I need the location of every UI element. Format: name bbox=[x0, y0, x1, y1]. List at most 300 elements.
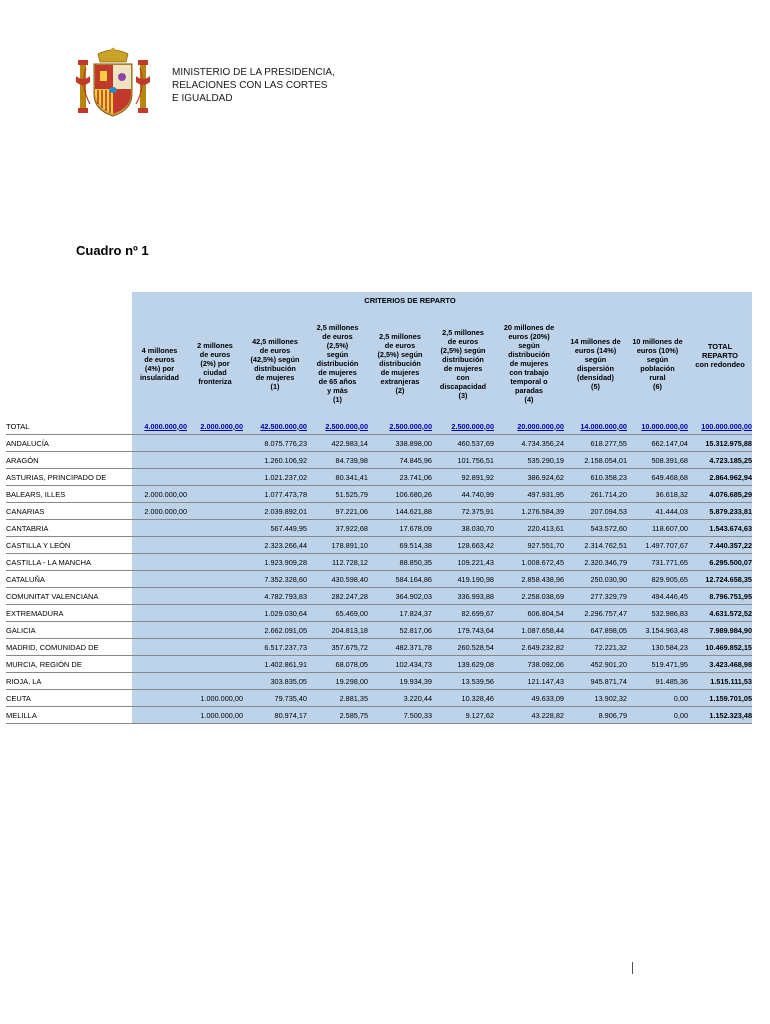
criteria-value-cell bbox=[187, 656, 243, 673]
total-reparto-header bbox=[688, 292, 752, 418]
column-header-line: de euros bbox=[322, 332, 353, 341]
table-row bbox=[6, 571, 752, 588]
column-header-line: (5) bbox=[591, 381, 600, 391]
ministry-line-1: MINISTERIO DE LA PRESIDENCIA, bbox=[172, 67, 335, 78]
criteria-value-cell bbox=[187, 452, 243, 469]
column-header-line: según bbox=[584, 354, 607, 364]
region-name: CEUTA bbox=[6, 690, 132, 707]
column-header-line: 2,5 millones bbox=[316, 323, 359, 332]
total-reparto-cell: 4.631.572,52 bbox=[688, 605, 752, 622]
criteria-value-cell: 1.021.237,02 bbox=[243, 469, 307, 486]
criteria-value-cell: 4.734.356,24 bbox=[494, 435, 564, 452]
criteria-value-cell bbox=[132, 571, 187, 588]
criteria-value-cell bbox=[132, 469, 187, 486]
criteria-value-cell: 2.881,35 bbox=[307, 690, 368, 707]
criteria-value-cell: 2.314.762,51 bbox=[564, 537, 627, 554]
criteria-value-cell: 1.077.473,78 bbox=[243, 486, 307, 503]
region-name: ANDALUCÍA bbox=[6, 435, 132, 452]
criteria-value-cell: 10.328,46 bbox=[432, 690, 494, 707]
table-row bbox=[6, 520, 752, 537]
column-header-line: 4 millones bbox=[141, 345, 178, 355]
column-header-line: (3) bbox=[458, 390, 468, 400]
table-row bbox=[6, 622, 752, 639]
column-header-line: de mujeres bbox=[255, 372, 295, 382]
table-row bbox=[6, 537, 752, 554]
criteria-value-cell: 494.446,45 bbox=[627, 588, 688, 605]
total-header-line: REPARTO bbox=[702, 350, 738, 360]
column-header-line: (2,5%) bbox=[326, 341, 349, 350]
criteria-value-cell bbox=[187, 673, 243, 690]
total-reparto-cell: 1.543.674,63 bbox=[688, 520, 752, 537]
column-header-line: distribución bbox=[379, 359, 421, 368]
column-header-line: distribución bbox=[442, 354, 484, 364]
table-row bbox=[6, 673, 752, 690]
total-reparto-cell: 6.295.500,07 bbox=[688, 554, 752, 571]
total-reparto-cell: 4.076.685,29 bbox=[688, 486, 752, 503]
criteria-value-cell: 1.000.000,00 bbox=[187, 707, 243, 724]
criteria-value-cell: 1.260.106,92 bbox=[243, 452, 307, 469]
criteria-value-cell: 2.323.266,44 bbox=[243, 537, 307, 554]
criteria-value-cell: 14.000.000,00 bbox=[564, 418, 627, 435]
criteria-value-cell: 250.030,90 bbox=[564, 571, 627, 588]
criteria-column-header bbox=[243, 309, 307, 418]
region-name: EXTREMADURA bbox=[6, 605, 132, 622]
criteria-value-cell: 19.934,39 bbox=[368, 673, 432, 690]
table-row bbox=[6, 690, 752, 707]
criteria-value-cell: 52.817,06 bbox=[368, 622, 432, 639]
criteria-value-cell: 130.584,23 bbox=[627, 639, 688, 656]
criteria-value-cell: 220.413,61 bbox=[494, 520, 564, 537]
criteria-value-cell: 72.221,32 bbox=[564, 639, 627, 656]
table-row bbox=[6, 639, 752, 656]
criteria-value-cell bbox=[132, 707, 187, 724]
table-row bbox=[6, 588, 752, 605]
column-header-line: 2 millones bbox=[197, 341, 233, 350]
column-header-line: euros (20%) bbox=[508, 332, 550, 341]
criteria-value-cell: 121.147,43 bbox=[494, 673, 564, 690]
criteria-value-cell: 7.352.328,60 bbox=[243, 571, 307, 588]
region-name: BALEARS, ILLES bbox=[6, 486, 132, 503]
ministry-header bbox=[172, 66, 335, 105]
criteria-value-cell: 482.371,78 bbox=[368, 639, 432, 656]
column-header-line: temporal o bbox=[510, 377, 548, 386]
column-header-line: 2,5 millones bbox=[442, 327, 484, 337]
column-header-line: (6) bbox=[653, 381, 662, 391]
criteria-value-cell: 68.078,05 bbox=[307, 656, 368, 673]
region-name: GALICIA bbox=[6, 622, 132, 639]
criteria-value-cell bbox=[187, 571, 243, 588]
criteria-value-cell: 2.500.000,00 bbox=[432, 418, 494, 435]
criteria-value-cell bbox=[187, 639, 243, 656]
column-header-line: euros (10%) bbox=[636, 345, 679, 355]
criteria-value-cell: 19.298,00 bbox=[307, 673, 368, 690]
criteria-value-cell: 1.402.861,91 bbox=[243, 656, 307, 673]
criteria-value-cell: 204.813,18 bbox=[307, 622, 368, 639]
total-reparto-cell: 5.879.233,81 bbox=[688, 503, 752, 520]
criteria-value-cell: 606.804,54 bbox=[494, 605, 564, 622]
criteria-value-cell: 1.087.658,44 bbox=[494, 622, 564, 639]
criteria-value-cell bbox=[187, 588, 243, 605]
region-name: MURCIA, REGIÓN DE bbox=[6, 656, 132, 673]
criteria-value-cell: 336.993,88 bbox=[432, 588, 494, 605]
column-header-line: (densidad) bbox=[577, 372, 614, 382]
column-header-line: según bbox=[518, 341, 540, 350]
criteria-value-cell: 101.756,51 bbox=[432, 452, 494, 469]
criteria-value-cell: 13.539,56 bbox=[432, 673, 494, 690]
criteria-value-cell bbox=[187, 503, 243, 520]
criteria-value-cell: 65.469,00 bbox=[307, 605, 368, 622]
column-header-line: de euros bbox=[447, 336, 479, 346]
criteria-value-cell: 303.835,05 bbox=[243, 673, 307, 690]
column-header-line: (4) bbox=[524, 395, 534, 404]
criteria-value-cell: 419.190,98 bbox=[432, 571, 494, 588]
criteria-value-cell bbox=[132, 605, 187, 622]
criteria-value-cell: 80.974,17 bbox=[243, 707, 307, 724]
column-header-line: con trabajo bbox=[509, 368, 549, 377]
criteria-value-cell: 2.320.346,79 bbox=[564, 554, 627, 571]
header-corner bbox=[6, 292, 132, 309]
criteria-value-cell: 277.329,79 bbox=[564, 588, 627, 605]
region-name: COMUNITAT VALENCIANA bbox=[6, 588, 132, 605]
criteria-value-cell: 0,00 bbox=[627, 690, 688, 707]
criteria-value-cell: 945.871,74 bbox=[564, 673, 627, 690]
total-row bbox=[6, 418, 752, 435]
criteria-column-header bbox=[307, 309, 368, 418]
criteria-value-cell: 662.147,04 bbox=[627, 435, 688, 452]
column-header-line: 14 millones de bbox=[570, 336, 621, 346]
column-header-line: (1) bbox=[270, 381, 280, 391]
criteria-value-cell: 497.931,95 bbox=[494, 486, 564, 503]
criteria-value-cell: 74.845,96 bbox=[368, 452, 432, 469]
criteria-value-cell: 3.220,44 bbox=[368, 690, 432, 707]
criteria-value-cell: 44.740,99 bbox=[432, 486, 494, 503]
table-row bbox=[6, 435, 752, 452]
criteria-value-cell: 282.247,28 bbox=[307, 588, 368, 605]
region-name: CANTABRIA bbox=[6, 520, 132, 537]
criteria-value-cell: 460.537,69 bbox=[432, 435, 494, 452]
criteria-value-cell: 38.030,70 bbox=[432, 520, 494, 537]
total-reparto-cell: 15.312.975,88 bbox=[688, 435, 752, 452]
criteria-value-cell: 618.277,55 bbox=[564, 435, 627, 452]
region-name: CANARIAS bbox=[6, 503, 132, 520]
criteria-value-cell: 42.500.000,00 bbox=[243, 418, 307, 435]
criteria-value-cell: 72.375,91 bbox=[432, 503, 494, 520]
criteria-column-header bbox=[564, 309, 627, 418]
criteria-value-cell: 82.699,67 bbox=[432, 605, 494, 622]
criteria-value-cell: 1.276.584,39 bbox=[494, 503, 564, 520]
reparto-table bbox=[6, 292, 752, 724]
table-row bbox=[6, 707, 752, 724]
criteria-value-cell: 2.000.000,00 bbox=[132, 503, 187, 520]
criteria-value-cell: 36.618,32 bbox=[627, 486, 688, 503]
criteria-value-cell: 128.663,42 bbox=[432, 537, 494, 554]
criteria-value-cell: 49.633,09 bbox=[494, 690, 564, 707]
total-reparto-cell: 7.440.357,22 bbox=[688, 537, 752, 554]
criteria-value-cell: 6.517.237,73 bbox=[243, 639, 307, 656]
total-reparto-cell: 10.469.852,15 bbox=[688, 639, 752, 656]
region-name: MELILLA bbox=[6, 707, 132, 724]
criteria-value-cell: 179.743,64 bbox=[432, 622, 494, 639]
criteria-value-cell: 88.850,35 bbox=[368, 554, 432, 571]
total-header-line: con redondeo bbox=[695, 359, 745, 369]
criteria-value-cell: 97.221,06 bbox=[307, 503, 368, 520]
column-header-line: ciudad bbox=[203, 368, 227, 377]
criteria-value-cell: 4.782.793,83 bbox=[243, 588, 307, 605]
column-header-line: (2) bbox=[395, 386, 405, 395]
criteria-value-cell: 79.735,40 bbox=[243, 690, 307, 707]
criteria-value-cell: 422.983,14 bbox=[307, 435, 368, 452]
criteria-value-cell: 2.039.892,01 bbox=[243, 503, 307, 520]
region-name: CASTILLA Y LEÓN bbox=[6, 537, 132, 554]
table-row bbox=[6, 605, 752, 622]
criteria-value-cell: 508.391,68 bbox=[627, 452, 688, 469]
column-header-line: distribución bbox=[508, 350, 550, 359]
column-header-line: de mujeres bbox=[318, 368, 357, 377]
criteria-value-cell: 647.898,05 bbox=[564, 622, 627, 639]
criteria-value-cell: 1.008.672,45 bbox=[494, 554, 564, 571]
column-header-line: de mujeres bbox=[509, 359, 549, 368]
criteria-value-cell: 430.598,40 bbox=[307, 571, 368, 588]
criteria-value-cell: 139.629,08 bbox=[432, 656, 494, 673]
total-reparto-cell: 2.864.962,94 bbox=[688, 469, 752, 486]
criteria-value-cell bbox=[132, 622, 187, 639]
criteria-value-cell: 1.000.000,00 bbox=[187, 690, 243, 707]
criteria-value-cell bbox=[132, 452, 187, 469]
column-header-line: distribución bbox=[254, 363, 296, 373]
column-header-line: de mujeres bbox=[443, 363, 483, 373]
criteria-value-cell bbox=[187, 520, 243, 537]
criteria-value-cell: 37.922,68 bbox=[307, 520, 368, 537]
criteria-value-cell: 91.485,36 bbox=[627, 673, 688, 690]
region-name: MADRID, COMUNIDAD DE bbox=[6, 639, 132, 656]
criteria-value-cell: 532.986,83 bbox=[627, 605, 688, 622]
region-name: ASTURIAS, PRINCIPADO DE bbox=[6, 469, 132, 486]
criteria-value-cell: 535.290,19 bbox=[494, 452, 564, 469]
column-header-line: de euros bbox=[384, 341, 416, 350]
column-header-line: extranjeras bbox=[380, 377, 420, 386]
region-name: CATALUÑA bbox=[6, 571, 132, 588]
column-header-line: (2,5%) según bbox=[377, 350, 423, 359]
region-header-gap bbox=[6, 309, 132, 418]
coat-of-arms-emblem bbox=[76, 46, 150, 122]
criteria-value-cell: 2.585,75 bbox=[307, 707, 368, 724]
criteria-value-cell: 338.898,00 bbox=[368, 435, 432, 452]
criteria-value-cell: 106.680,26 bbox=[368, 486, 432, 503]
criteria-value-cell: 144.621,88 bbox=[368, 503, 432, 520]
ministry-line-3: E IGUALDAD bbox=[172, 93, 233, 104]
criteria-value-cell: 3.154.963,48 bbox=[627, 622, 688, 639]
table-row bbox=[6, 656, 752, 673]
column-header-line: (4%) por bbox=[144, 363, 175, 373]
criteria-value-cell: 1.029.030,64 bbox=[243, 605, 307, 622]
column-header-line: 42,5 millones bbox=[252, 336, 298, 346]
criteria-value-cell: 178.891,10 bbox=[307, 537, 368, 554]
criteria-value-cell bbox=[132, 435, 187, 452]
criteria-value-cell: 584.164,86 bbox=[368, 571, 432, 588]
criteria-value-cell: 543.572,60 bbox=[564, 520, 627, 537]
criteria-value-cell: 610.358,23 bbox=[564, 469, 627, 486]
criteria-value-cell: 2.662.091,05 bbox=[243, 622, 307, 639]
table-row bbox=[6, 486, 752, 503]
column-header-line: con bbox=[456, 372, 470, 382]
criteria-value-cell: 0,00 bbox=[627, 707, 688, 724]
criteria-value-cell bbox=[132, 554, 187, 571]
total-reparto-cell: 12.724.658,35 bbox=[688, 571, 752, 588]
criteria-value-cell: 20.000.000,00 bbox=[494, 418, 564, 435]
criteria-value-cell: 1.923.909,28 bbox=[243, 554, 307, 571]
column-header-line: (2%) por bbox=[200, 359, 230, 368]
criteria-value-cell: 2.858.438,96 bbox=[494, 571, 564, 588]
criteria-value-cell: 927.551,70 bbox=[494, 537, 564, 554]
criteria-value-cell: 4.000.000,00 bbox=[132, 418, 187, 435]
criteria-column-header bbox=[432, 309, 494, 418]
table-row bbox=[6, 554, 752, 571]
criteria-value-cell: 519.471,95 bbox=[627, 656, 688, 673]
total-reparto-cell: 7.989.984,90 bbox=[688, 622, 752, 639]
page-title: Cuadro nº 1 bbox=[76, 243, 149, 258]
table-row bbox=[6, 469, 752, 486]
column-header-line: de euros bbox=[144, 354, 175, 364]
criteria-column-header bbox=[494, 309, 564, 418]
criteria-value-cell: 1.497.707,67 bbox=[627, 537, 688, 554]
criteria-column-header bbox=[132, 309, 187, 418]
column-header-line: 2,5 millones bbox=[379, 332, 421, 341]
criteria-value-cell bbox=[187, 537, 243, 554]
column-header-line: (1) bbox=[333, 395, 342, 404]
criteria-value-cell bbox=[187, 622, 243, 639]
column-header-line: euros (14%) bbox=[574, 345, 617, 355]
column-header-line: paradas bbox=[515, 386, 543, 395]
column-header-line: (42,5%) según bbox=[250, 354, 300, 364]
criteria-value-cell: 8.906,79 bbox=[564, 707, 627, 724]
column-header-line: fronteriza bbox=[198, 377, 232, 386]
criteria-value-cell bbox=[187, 469, 243, 486]
region-name: TOTAL bbox=[6, 418, 132, 435]
region-name: RIOJA, LA bbox=[6, 673, 132, 690]
criteria-value-cell bbox=[187, 554, 243, 571]
criteria-value-cell: 2.296.757,47 bbox=[564, 605, 627, 622]
column-header-line: de 65 años bbox=[318, 377, 357, 386]
criteria-value-cell: 8.075.776,23 bbox=[243, 435, 307, 452]
criteria-value-cell bbox=[132, 537, 187, 554]
criteria-value-cell: 17.678,09 bbox=[368, 520, 432, 537]
column-header-line: según bbox=[326, 350, 349, 359]
column-header-line: y más bbox=[327, 386, 348, 395]
column-header-line: (2,5%) según bbox=[440, 345, 486, 355]
criteria-value-cell: 84.739,98 bbox=[307, 452, 368, 469]
criteria-value-cell bbox=[132, 690, 187, 707]
criteria-value-cell: 731.771,65 bbox=[627, 554, 688, 571]
criteria-value-cell: 452.901,20 bbox=[564, 656, 627, 673]
criteria-value-cell bbox=[187, 605, 243, 622]
criteria-value-cell bbox=[132, 639, 187, 656]
criteria-value-cell: 386.924,62 bbox=[494, 469, 564, 486]
column-header-line: distribución bbox=[316, 359, 359, 368]
total-reparto-cell: 3.423.468,98 bbox=[688, 656, 752, 673]
criteria-value-cell: 2.500.000,00 bbox=[368, 418, 432, 435]
criteria-value-cell: 364.902,03 bbox=[368, 588, 432, 605]
criteria-value-cell: 260.528,54 bbox=[432, 639, 494, 656]
table-row bbox=[6, 452, 752, 469]
column-header-line: rural bbox=[649, 372, 666, 382]
criteria-value-cell: 738.092,06 bbox=[494, 656, 564, 673]
criteria-value-cell: 80.341,41 bbox=[307, 469, 368, 486]
column-header-line: de euros bbox=[259, 345, 291, 355]
column-header-line: discapacidad bbox=[439, 381, 487, 391]
total-reparto-cell: 4.723.185,25 bbox=[688, 452, 752, 469]
total-header-line: TOTAL bbox=[707, 341, 733, 351]
criteria-column-header bbox=[627, 309, 688, 418]
criteria-value-cell: 261.714,20 bbox=[564, 486, 627, 503]
criteria-value-cell: 2.649.232,82 bbox=[494, 639, 564, 656]
reparto-table-body bbox=[6, 418, 752, 724]
criteria-value-cell: 51.525,79 bbox=[307, 486, 368, 503]
criteria-value-cell: 7.500,33 bbox=[368, 707, 432, 724]
criteria-value-cell: 43.228,82 bbox=[494, 707, 564, 724]
criteria-value-cell: 17.824,37 bbox=[368, 605, 432, 622]
total-reparto-cell: 100.000.000,00 bbox=[688, 418, 752, 435]
criteria-value-cell: 109.221,43 bbox=[432, 554, 494, 571]
criteria-value-cell: 357.675,72 bbox=[307, 639, 368, 656]
page-marker bbox=[632, 962, 633, 974]
total-reparto-cell: 1.159.701,05 bbox=[688, 690, 752, 707]
criteria-value-cell: 10.000.000,00 bbox=[627, 418, 688, 435]
region-name: ARAGÓN bbox=[6, 452, 132, 469]
column-header-line: población bbox=[640, 363, 675, 373]
criteria-value-cell: 13.902,32 bbox=[564, 690, 627, 707]
criteria-value-cell: 2.158.054,01 bbox=[564, 452, 627, 469]
criteria-value-cell bbox=[132, 520, 187, 537]
criteria-value-cell bbox=[132, 588, 187, 605]
criteria-value-cell bbox=[132, 656, 187, 673]
ministry-line-2: RELACIONES CON LAS CORTES bbox=[172, 80, 328, 91]
criteria-value-cell: 649.468,68 bbox=[627, 469, 688, 486]
column-header-row bbox=[6, 309, 752, 418]
column-header-line: insularidad bbox=[140, 372, 179, 382]
total-reparto-cell: 8.796.751,95 bbox=[688, 588, 752, 605]
column-header-line: 20 millones de bbox=[503, 323, 555, 332]
criteria-value-cell bbox=[132, 673, 187, 690]
criteria-value-cell: 118.607,00 bbox=[627, 520, 688, 537]
total-reparto-cell: 1.152.323,48 bbox=[688, 707, 752, 724]
criteria-value-cell: 2.000.000,00 bbox=[132, 486, 187, 503]
criteria-value-cell: 69.514,38 bbox=[368, 537, 432, 554]
column-header-line: 10 millones de bbox=[632, 336, 683, 346]
column-header-line: dispersión bbox=[577, 363, 614, 373]
criteria-value-cell: 23.741,06 bbox=[368, 469, 432, 486]
criteria-value-cell: 102.434,73 bbox=[368, 656, 432, 673]
criteria-value-cell bbox=[187, 435, 243, 452]
table-row bbox=[6, 503, 752, 520]
column-header-line: de mujeres bbox=[380, 368, 420, 377]
criteria-value-cell: 829.905,65 bbox=[627, 571, 688, 588]
column-header-line: de euros bbox=[199, 350, 231, 359]
column-header-line: según bbox=[646, 354, 669, 364]
criteria-value-cell: 2.500.000,00 bbox=[307, 418, 368, 435]
criteria-value-cell: 112.728,12 bbox=[307, 554, 368, 571]
criteria-value-cell: 2.000.000,00 bbox=[187, 418, 243, 435]
criteria-value-cell: 2.258.038,69 bbox=[494, 588, 564, 605]
criteria-value-cell: 41.444,03 bbox=[627, 503, 688, 520]
criteria-value-cell: 207.094,53 bbox=[564, 503, 627, 520]
criteria-column-header bbox=[368, 309, 432, 418]
region-name: CASTILLA - LA MANCHA bbox=[6, 554, 132, 571]
criteria-value-cell bbox=[187, 486, 243, 503]
criteria-value-cell: 9.127,62 bbox=[432, 707, 494, 724]
total-reparto-cell: 1.515.111,53 bbox=[688, 673, 752, 690]
criteria-value-cell: 92.891,92 bbox=[432, 469, 494, 486]
criteria-value-cell: 567.449,95 bbox=[243, 520, 307, 537]
